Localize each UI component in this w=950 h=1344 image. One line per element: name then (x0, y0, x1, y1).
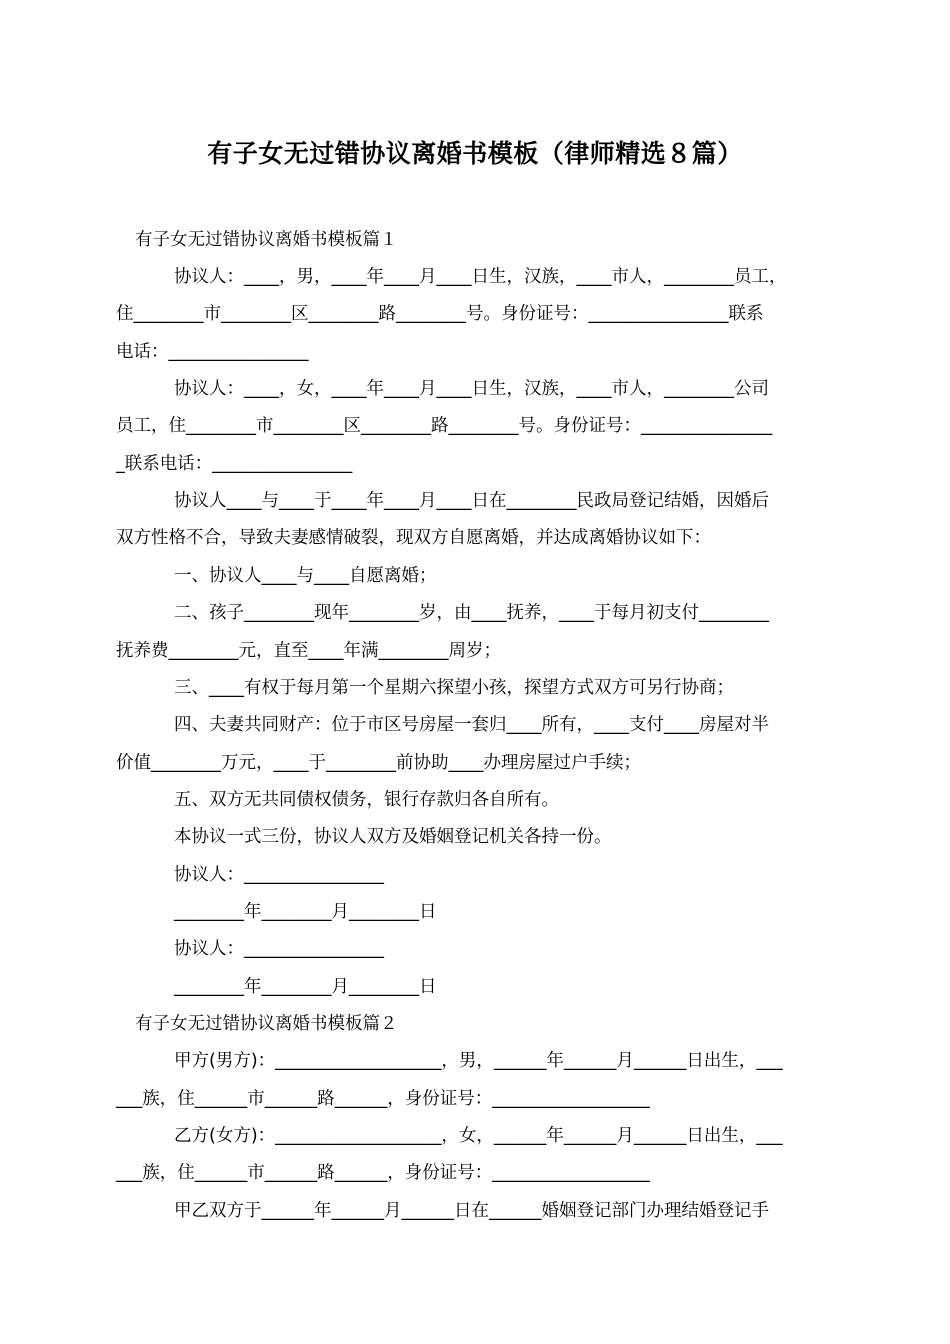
paragraph-line: ___族，住______市______路______，身份证号：__________________ (116, 1089, 650, 1109)
clause-line: 二、孩子________现年________岁，由____抚养，____于每月初支付________ (174, 603, 769, 623)
paragraph-line: 协议人：____，男，____年____月____日生，汉族，____市人，________员工， (174, 267, 787, 287)
paragraph-line: 协议人：____，女，____年____月____日生，汉族，____市人，________公司 (174, 379, 769, 399)
paragraph-line: ___族，住______市______路______，身份证号：__________________ (116, 1163, 650, 1183)
paragraph-line: 甲乙双方于______年______月______日在______婚姻登记部门办理结婚登记手 (174, 1201, 769, 1221)
paragraph-line: 乙方(女方)：___________________，女，______年______月______日出生，___ (174, 1126, 783, 1146)
clause-line: 四、夫妻共同财产：位于市区号房屋一套归____所有，____支付____房屋对半 (174, 715, 769, 735)
paragraph-line: 双方性格不合，导致夫妻感情破裂，现双方自愿离婚，并达成离婚协议如下： (116, 528, 711, 548)
paragraph-line: 电话：________________ (116, 342, 309, 362)
clause-line: 抚养费________元，直至____年满________周岁； (116, 641, 501, 661)
paragraph-line: 协议人____与____于____年____月____日在________民政局登记结婚，因婚后 (174, 491, 769, 511)
paragraph-line: 甲方(男方)：___________________，男，______年______月______日出生，___ (174, 1051, 783, 1071)
section-heading-2: 有子女无过错协议离婚书模板篇２ (135, 1014, 398, 1034)
clause-line: 三、____有权于每月第一个星期六探望小孩，探望方式双方可另行协商； (174, 678, 734, 698)
paragraph-line: 员工，住________市________区________路________号。身份证号：_______________ (116, 416, 773, 436)
section-heading-1: 有子女无过错协议离婚书模板篇１ (135, 230, 398, 250)
signature-line: 协议人：________________ (174, 865, 384, 885)
date-line: ________年________月________日 (174, 977, 437, 997)
clause-line: 一、协议人____与____自愿离婚； (174, 566, 437, 586)
signature-line: 协议人：________________ (174, 939, 384, 959)
clause-line: 价值________万元，____于________前协助____办理房屋过户手续； (116, 753, 641, 773)
paragraph-line: _联系电话：________________ (116, 454, 353, 474)
date-line: ________年________月________日 (174, 902, 437, 922)
paragraph-line: 本协议一式三份，协议人双方及婚姻登记机关各持一份。 (174, 827, 612, 847)
document-title: 有子女无过错协议离婚书模板（律师精选８篇） (207, 139, 743, 168)
paragraph-line: 住________市________区________路________号。身份证号：________________联系 (116, 304, 764, 324)
clause-line: 五、双方无共同债权债务，银行存款归各自所有。 (174, 790, 559, 810)
